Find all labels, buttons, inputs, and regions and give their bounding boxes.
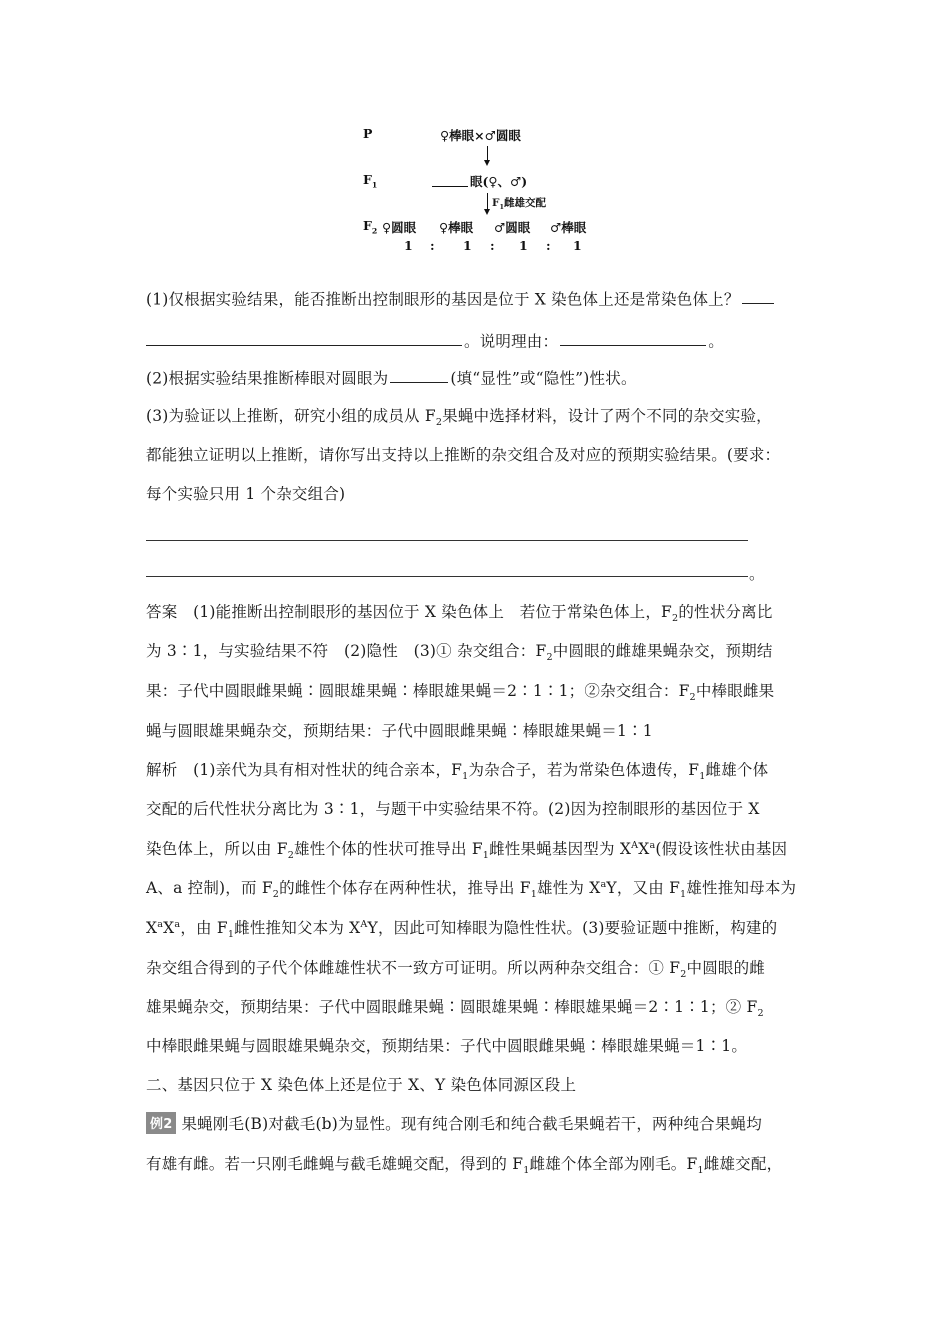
p-cross: ♀棒眼×♂圆眼 <box>440 128 521 143</box>
answer-line-2: 为 3∶1，与实验结果不符 (2)隐性 (3)① 杂交组合：$F_2$中圆眼的雌雄果蝇杂交，预期结 <box>146 642 773 664</box>
answer-blank[interactable] <box>146 329 462 346</box>
f2-item-2: ♀棒眼 <box>439 220 474 235</box>
f2-ratio: 1 <box>519 238 528 253</box>
p-label: P <box>363 126 373 141</box>
question-2: (2)根据实验结果推断棒眼对圆眼为 (填“显性”或“隐性”)性状。 <box>146 366 637 388</box>
answer-line-end: 。 <box>749 565 765 583</box>
analysis-line-7: 雄果蝇杂交，预期结果：子代中圆眼雌果蝇∶圆眼雄果蝇∶棒眼雄果蝇＝2∶1∶1；② $F_2$ <box>146 998 764 1020</box>
f1-text: 眼(♀、♂) <box>470 174 528 189</box>
answer-line-4: 蝇与圆眼雄果蝇杂交，预期结果：子代中圆眼雌果蝇∶棒眼雄果蝇＝1∶1 <box>146 722 653 740</box>
answer-line-1: 答案 (1)能推断出控制眼形的基因位于 X 染色体上 若位于常染色体上，$F_2$的性状分离比 <box>146 603 773 625</box>
f2-item-3: ♂圆眼 <box>494 220 531 235</box>
answer-blank[interactable] <box>742 287 774 304</box>
f1-label: $F_1$ <box>363 172 378 190</box>
analysis-line-3: 染色体上，所以由 $F_2$雄性个体的性状可推导出 $F_1$雌性果蝇基因型为 $X^AX^a$(假设该性状由基因 <box>146 839 788 862</box>
analysis-line-1: 解析 (1)亲代为具有相对性状的纯合亲本，$F_1$为杂合子，若为常染色体遗传，$F_1$雌雄个体 <box>146 761 769 783</box>
analysis-line-8: 中棒眼雌果蝇与圆眼雄果蝇杂交，预期结果：子代中圆眼雌果蝇∶棒眼雄果蝇＝1∶1。 <box>146 1037 748 1055</box>
question-1-line-2: 。说明理由： 。 <box>146 329 724 351</box>
f2-ratio-sep: : <box>546 238 551 253</box>
answer-line[interactable] <box>146 540 748 541</box>
f2-ratio-sep: : <box>490 238 495 253</box>
f1-blank <box>432 186 468 187</box>
question-3-line-2: 都能独立证明以上推断，请你写出支持以上推断的杂交组合及对应的预期实验结果。(要求： <box>146 446 781 464</box>
example-badge: 例2 <box>146 1112 176 1134</box>
f1-note: $F_1$雌雄交配 <box>492 197 546 212</box>
arrow-head-icon <box>484 160 490 166</box>
question-3-line-3: 每个实验只用 1 个杂交组合) <box>146 485 346 503</box>
question-3-line-1: (3)为验证以上推断，研究小组的成员从 $F_2$果蝇中选择材料，设计了两个不同的杂交实验， <box>146 407 772 429</box>
f2-ratio: 1 <box>404 238 413 253</box>
analysis-line-4: A、a 控制)，而 $F_2$的雌性个体存在两种性状，推导出 $F_1$雄性为 $X^aY$，又由 $F_1$雄性推知母本为 <box>146 878 797 901</box>
f2-item-4: ♂棒眼 <box>550 220 587 235</box>
reason-blank[interactable] <box>560 329 706 346</box>
f2-ratio: 1 <box>463 238 472 253</box>
f2-label: $F_2$ <box>363 218 378 236</box>
answer-line[interactable] <box>146 576 748 577</box>
f2-ratio-sep: : <box>430 238 435 253</box>
f2-item-1: ♀圆眼 <box>382 220 417 235</box>
arrow-head-icon <box>484 209 490 215</box>
f2-ratio: 1 <box>573 238 582 253</box>
question-1-line-1: (1)仅根据实验结果，能否推断出控制眼形的基因是位于 X 染色体上还是常染色体上？ <box>146 287 776 309</box>
analysis-line-6: 杂交组合得到的子代个体雌雄性状不一致方可证明。所以两种杂交组合：① $F_2$中圆眼的雌 <box>146 959 766 981</box>
answer-line-3: 果：子代中圆眼雌果蝇∶圆眼雄果蝇∶棒眼雄果蝇＝2∶1∶1；②杂交组合：$F_2$中棒眼雌果 <box>146 682 775 704</box>
example-2-line-1: 例2 果蝇刚毛(B)对截毛(b)为显性。现有纯合刚毛和纯合截毛果蝇若干，两种纯合果蝇均 <box>146 1112 762 1134</box>
section-2-heading: 二、基因只位于 X 染色体上还是位于 X、Y 染色体同源区段上 <box>146 1076 577 1094</box>
example-2-line-2: 有雄有雌。若一只刚毛雌蝇与截毛雄蝇交配，得到的 $F_1$雌雄个体全部为刚毛。$F_1$雌雄交配， <box>146 1155 783 1177</box>
analysis-line-2: 交配的后代性状分离比为 3∶1，与题干中实验结果不符。(2)因为控制眼形的基因位于 X <box>146 800 760 818</box>
answer-blank[interactable] <box>390 366 448 383</box>
analysis-line-5: $X^aX^a$，由 $F_1$雌性推知父本为 $X^AY$，因此可知棒眼为隐性性状。(3)要验证题中推断，构建的 <box>146 918 778 941</box>
